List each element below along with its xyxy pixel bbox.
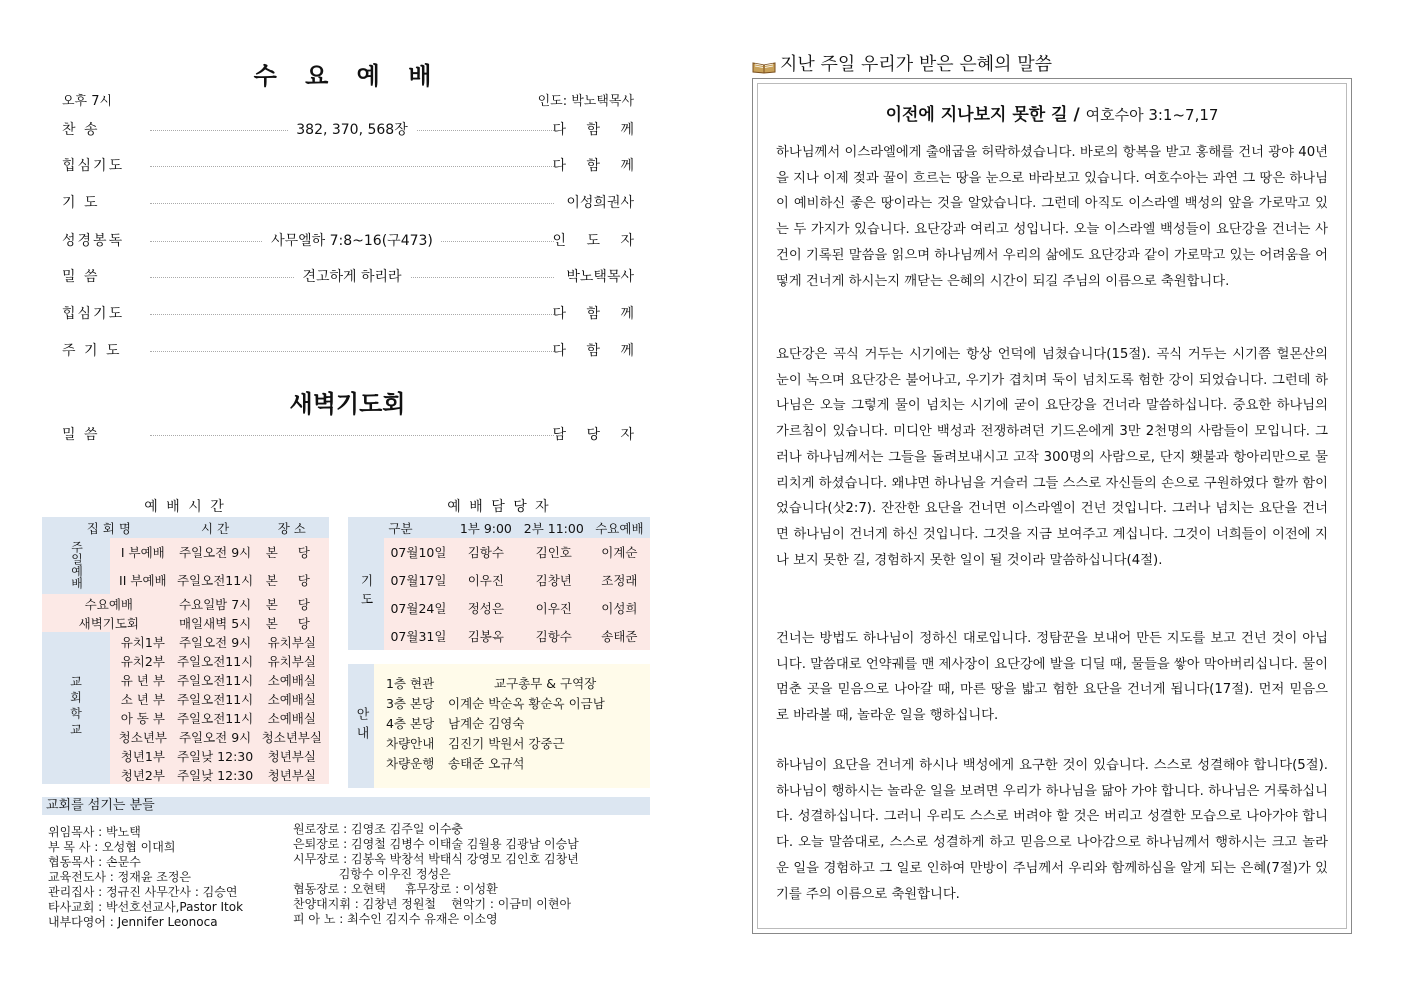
leader-dots [150, 351, 554, 352]
duty-wednesday: 송태준 [601, 629, 638, 644]
meeting-place: 소예배실 [267, 710, 316, 726]
duty-header-0: 구분 [348, 517, 453, 538]
duty-first: 김봉옥 [467, 629, 504, 644]
schedule-row [42, 613, 329, 632]
meeting-time: 주일오전11시 [176, 573, 254, 588]
meeting-place: 본 당 [265, 596, 318, 612]
guide-row [386, 754, 646, 774]
guide-location: 1층 현관 [386, 676, 435, 691]
meeting-time: 주일오전11시 [176, 710, 254, 726]
service-leader: 인도: 박노택목사 [537, 94, 634, 109]
leader-dots [150, 203, 554, 204]
meeting-name: 소 년 부 [120, 691, 165, 707]
order-label: 성경봉독 [62, 233, 125, 249]
duty-header-2: 2부 11:00 [519, 517, 589, 538]
prayer-group-text: 기도 [359, 574, 374, 611]
meeting-time: 주일오전 9시 [178, 634, 252, 650]
duty-date: 07월24일 [390, 601, 447, 616]
sunday-group-label [42, 538, 110, 594]
guide-location: 3층 본당 [386, 696, 435, 711]
meeting-place: 청년부실 [267, 748, 316, 764]
leader-dots [150, 314, 554, 315]
schedule-header-row [42, 517, 329, 538]
duty-wednesday: 이성희 [601, 601, 638, 616]
dawn-sermon-label: 밀 씀 [62, 427, 100, 443]
school-group-text: 교회학교 [68, 674, 83, 739]
schedule-table [42, 517, 329, 784]
meeting-place: 본 당 [265, 545, 318, 560]
order-content [150, 266, 554, 286]
duty-wednesday: 조정래 [601, 573, 638, 588]
dawn-sermon-speaker: 담 당 자 [552, 427, 642, 443]
meeting-name: 새벽기도회 [78, 615, 140, 631]
duty-header-row [348, 517, 650, 538]
duty-first: 김항수 [467, 545, 504, 560]
guide-row [386, 734, 646, 754]
book-icon [752, 58, 776, 72]
duty-table [348, 517, 650, 650]
sermon-title-text: 이전에 지나보지 못한 길 / [885, 105, 1080, 125]
duty-date: 07월31일 [390, 629, 447, 644]
order-person: 다 함 께 [552, 158, 642, 174]
sermon-paragraph-2: 요단강은 곡식 거두는 시기에는 항상 언덕에 넘쳤습니다(15절). 곡식 거두는 시기쯤 헐몬산의 눈이 녹으며 요단강은 불어나고, 우기가 겹치며 둑이 넘치도록 험한 강이 되었습니다. 그런데 하나님은 오늘 그렇게 물이 넘치는 시기에 굳이 요단강을 건너라 말씀하십니다. 중요한 하나님의 가르침이 있습니다. 미디안 백성과 전쟁하려던 기드온에게 3만 2천명의 사람들이 모입니다. 그러나 하나님께서는 그들을 돌려보내시고 고작 300명의 사람으로, 단지 횃불과 항아리만으로 물리치게 하셨습니다. 왜냐면 하나님을 거슬러 그들 스스로 자신들의 손으로 구원하였다 할까 함이었습니다(삿2:7). 잔잔한 요단을 건너면 이스라엘이 건넌 것입니다. 그러나 넘치는 요단을 건너면 하나님이 건너게 하신 것입니다. 그것을 지금 보여주고 계십니다. 그것이 너희들이 이전에 지나 보지 못한 길, 경험하지 못한 일이 될 것이라 말씀하십니다(4절). [776, 347, 1328, 568]
servants-title: 교회를 섬기는 분들 [42, 797, 650, 815]
order-row [62, 230, 642, 252]
meeting-place: 청년부실 [267, 767, 316, 783]
guide-box [348, 664, 650, 788]
sermon-panel [752, 78, 1352, 934]
order-person: 다 함 께 [552, 343, 642, 359]
order-label: 힙심기도 [62, 158, 125, 174]
meeting-place: 본 당 [265, 573, 318, 588]
order-label: 밀 씀 [62, 269, 100, 285]
order-row [62, 119, 642, 141]
header-meeting: 집 회 명 [42, 517, 176, 538]
guide-row [386, 714, 646, 734]
guide-location: 차량안내 [386, 736, 435, 751]
leader-dots [150, 435, 554, 436]
guide-row [386, 694, 646, 714]
meeting-place: 소예배실 [267, 672, 316, 688]
order-content [150, 119, 554, 139]
order-person: 인 도 자 [552, 233, 642, 249]
duty-row [348, 622, 650, 650]
duty-second: 김인호 [535, 545, 572, 560]
order-person: 다 함 께 [552, 122, 642, 138]
duty-row [348, 566, 650, 594]
meeting-place: 청소년부실 [261, 729, 322, 745]
sermon-paragraph-3: 건너는 방법도 하나님이 정하신 대로입니다. 정탐꾼을 보내어 만든 지도를 보고 건넌 것이 아닙니다. 말씀대로 언약궤를 맨 제사장이 요단강에 발을 디딜 때, 물들을 쌓아 막아버리십니다. 물이 멈춘 곳을 믿음으로 나아갈 때, 마른 땅을 밟고 험한 요단을 건너게 됩니다(17절). 먼저 믿음으로 바라볼 때, 놀라운 일을 행하십니다. [776, 631, 1328, 724]
meeting-time: 주일오전11시 [176, 672, 254, 688]
meeting-time: 주일오전11시 [176, 653, 254, 669]
sunday-group-text: 주일예배 [69, 540, 84, 589]
guide-names: 이계순 박순옥 황순옥 이금남 [448, 696, 605, 711]
duty-second: 김창년 [535, 573, 572, 588]
order-label: 찬 송 [62, 122, 100, 138]
schedule-row [42, 594, 329, 613]
meeting-place: 본 당 [265, 615, 318, 631]
meeting-place: 소예배실 [267, 691, 316, 707]
prayer-group-label [348, 538, 384, 650]
duty-second: 김항수 [535, 629, 572, 644]
order-label: 기 도 [62, 195, 100, 211]
order-content-text: 382, 370, 568장 [288, 122, 416, 138]
header-place: 장 소 [255, 517, 329, 538]
sermon-inner-frame [757, 83, 1347, 929]
duty-first: 이우진 [467, 573, 504, 588]
duty-header-1: 1부 9:00 [453, 517, 519, 538]
duty-date: 07월17일 [390, 573, 447, 588]
guide-label: 안내 [348, 664, 374, 788]
meeting-name: 청년1부 [120, 748, 165, 764]
meeting-place: 유치부실 [267, 653, 316, 669]
servants-right-list: 원로장로 : 김영조 김주일 이수충 은퇴장로 : 김영철 김병수 이태술 김월용 김광남 이승남 시무장로 : 김봉옥 박창석 박태식 강영모 김인호 김창년 김항수 이우진 정성은 협동장로 : 오현택 휴무장로 : 이성환 찬양대지휘 : 김창년 정원철 현악기 : 이금미 이현아 피 아 노 : 최수인 김지수 유재은 이소영 [293, 822, 579, 926]
wednesday-service-title: 수 요 예 배 [253, 61, 442, 90]
order-person: 다 함 께 [552, 306, 642, 322]
leader-dots [150, 166, 554, 167]
duty-second: 이우진 [535, 601, 572, 616]
order-row [62, 155, 642, 177]
order-row [62, 340, 642, 362]
guide-list [386, 674, 646, 774]
meeting-time: 매일새벽 5시 [178, 615, 252, 631]
dawn-sermon-row [62, 424, 642, 446]
guide-names: 송태준 오규석 [448, 756, 525, 771]
header-time: 시 간 [176, 517, 255, 538]
meeting-time: 주일오전 9시 [178, 729, 252, 745]
meeting-name: I 부예배 [120, 545, 165, 560]
meeting-time: 주일낮 12:30 [176, 748, 254, 764]
servants-left-list: 위임목사 : 박노택 부 목 사 : 오성협 이대희 협동목사 : 손문수 교육전도사 : 정재윤 조정은 관리집사 : 정규진 사무간사 : 김승연 타사교회 : 박선호선교사,Pastor Itok 내부다영어 : Jennifer Leonoca [48, 825, 244, 929]
meeting-place: 유치부실 [267, 634, 316, 650]
guide-location: 4층 본당 [386, 716, 435, 731]
duty-header-3: 수요예배 [589, 517, 650, 538]
duty-date: 07월10일 [390, 545, 447, 560]
order-label: 주 기 도 [62, 343, 122, 359]
order-row [62, 192, 634, 214]
dawn-prayer-title: 새벽기도회 [289, 389, 406, 418]
service-time: 오후 7시 [62, 94, 113, 109]
order-content-text: 사무엘하 7:8~16(구473) [263, 233, 441, 249]
schedule-row [42, 538, 329, 566]
meeting-time: 주일오전11시 [176, 691, 254, 707]
sermon-heading-text: 지난 주일 우리가 받은 은혜의 말씀 [780, 54, 1053, 75]
guide-location: 차량운행 [386, 756, 435, 771]
guide-names: 남계순 김영숙 [448, 716, 525, 731]
school-group-label [42, 632, 110, 784]
sermon-paragraph-4: 하나님이 요단을 건너게 하시나 백성에게 요구한 것이 있습니다. 스스로 성결해야 합니다(5절). 하나님이 행하시는 놀라운 일을 보려면 우리가 하나님을 닮아 가야 합니다. 하나님은 거룩하십니다. 성결하십니다. 그러니 우리도 스스로 버려야 할 것은 버리고 성결한 모습으로 나아가야 합니다. 오늘 말씀대로, 스스로 성결하게 하고 믿음으로 나아감으로 하나님께서 행하시는 크고 놀라운 일을 경험하고 그 일로 인하여 만방이 주님께서 우리와 함께하심을 알게 되는 은혜(7절)가 있기를 주의 이름으로 축원합니다. [776, 758, 1328, 902]
duty-first: 정성은 [467, 601, 504, 616]
meeting-time: 수요일밤 7시 [178, 596, 252, 612]
duty-wednesday: 이계순 [601, 545, 638, 560]
order-person: 이성희권사 [566, 195, 634, 211]
sermon-heading [752, 50, 1052, 76]
duty-title: 예 배 담 당 자 [447, 499, 551, 515]
guide-names: 교구총무 & 구역장 [494, 676, 597, 691]
order-label: 힙심기도 [62, 306, 125, 322]
order-content [150, 230, 554, 250]
meeting-name: II 부예배 [119, 573, 167, 588]
order-row [62, 303, 642, 325]
order-person: 박노택목사 [566, 269, 634, 285]
sermon-scripture-ref: 여호수아 3:1~7,17 [1085, 106, 1219, 124]
sermon-title [758, 100, 1346, 125]
meeting-name: 아 동 부 [120, 710, 165, 726]
duty-row [348, 594, 650, 622]
order-row [62, 266, 634, 288]
meeting-name: 유 년 부 [120, 672, 165, 688]
meeting-time: 주일낮 12:30 [176, 767, 254, 783]
guide-names: 김진기 박원서 강중근 [448, 736, 565, 751]
meeting-name: 유치2부 [120, 653, 165, 669]
duty-row [348, 538, 650, 566]
meeting-name: 수요예배 [84, 596, 133, 612]
schedule-title: 예 배 시 간 [144, 499, 226, 515]
meeting-name: 청년2부 [120, 767, 165, 783]
guide-row [386, 674, 646, 694]
meeting-name: 유치1부 [120, 634, 165, 650]
order-content-text: 견고하게 하리라 [294, 269, 409, 285]
meeting-name: 청소년부 [118, 729, 167, 745]
meeting-time: 주일오전 9시 [178, 545, 252, 560]
sermon-paragraph-1: 하나님께서 이스라엘에게 출애굽을 허락하셨습니다. 바로의 항복을 받고 홍해를 건너 광야 40년을 지나 이제 젖과 꿀이 흐르는 땅을 눈으로 바라보고 있습니다. 여호수아는 과연 그 땅은 하나님이 예비하신 좋은 땅이라는 것을 알았습니다. 그런데 아직도 이스라엘 백성의 앞을 가로막고 있는 두 가지가 있습니다. 요단강과 여리고 성입니다. 오늘 이스라엘 백성들이 요단강을 건너는 사건이 기록된 말씀을 읽으며 하나님께서 우리의 삶에도 요단강과 같이 가로막고 있는 어려움을 어떻게 건너게 하시는지 깨닫는 은혜의 시간이 되길 주님의 이름으로 축원합니다. [776, 145, 1328, 289]
schedule-row [42, 632, 329, 651]
